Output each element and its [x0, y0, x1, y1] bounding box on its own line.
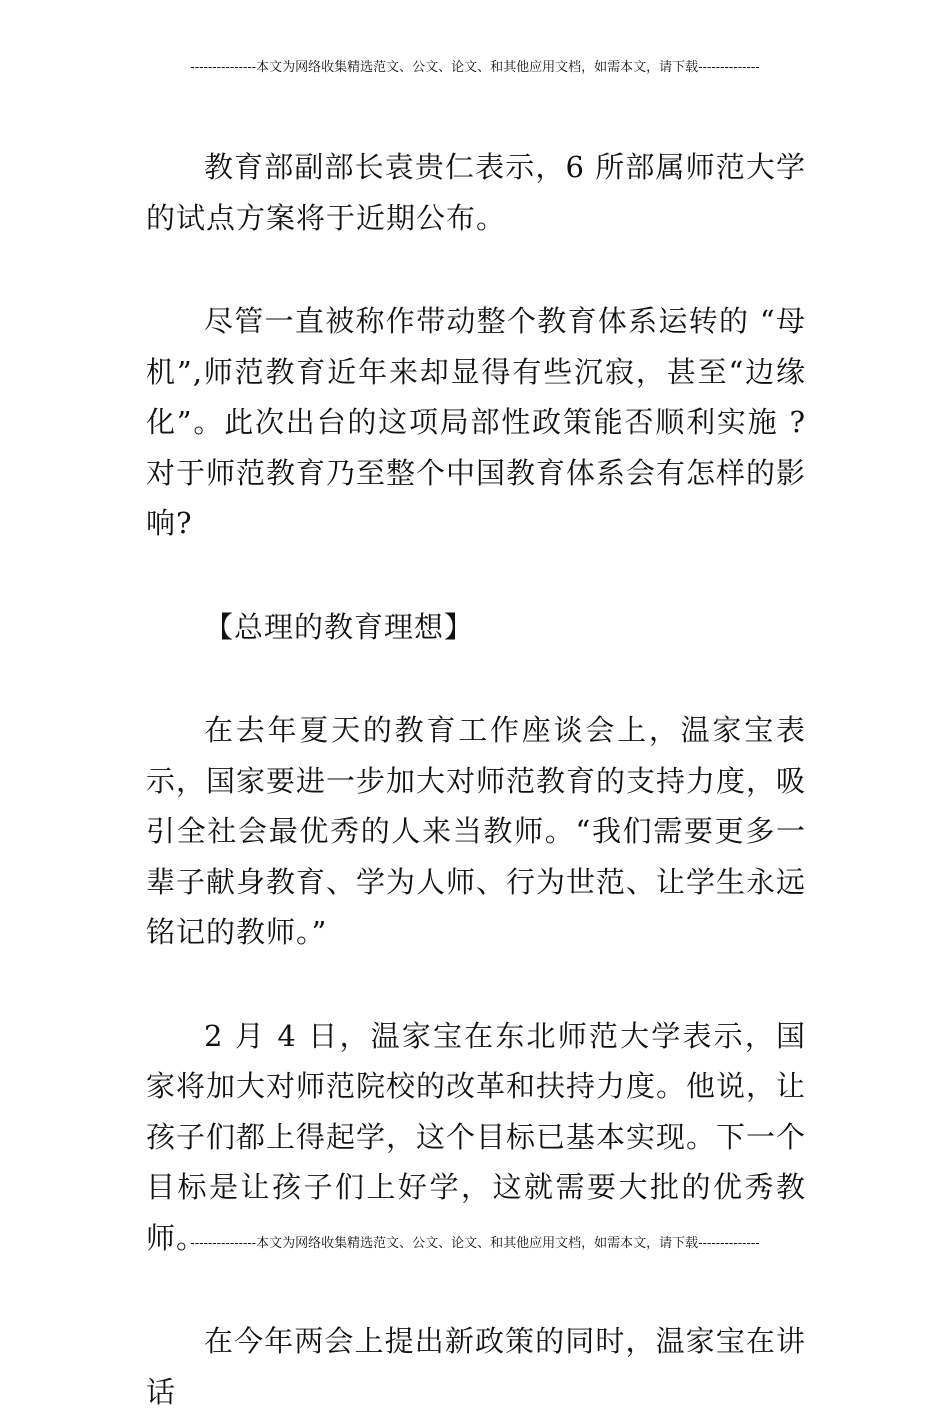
header-banner: ---------------本文为网络收集精选范文、公文、论文、和其他应用文档，如需本文，请下载-------------- [190, 60, 760, 75]
paragraph-northeast-normal-university: 2 月 4 日，温家宝在东北师范大学表示，国家将加大对师范院校的改革和扶持力度。他说，让孩子们都上得起学，这个目标已基本实现。下一个目标是让孩子们上好学，这就需要大批的优秀教师。 [146, 1018, 807, 1255]
paragraph-teacher-education-question: 尽管一直被称作带动整个教育体系运转的 “母机”,师范教育近年来却显得有些沉寂，甚至“边缘化”。此次出台的这项局部性政策能否顺利实施 ?对于师范教育乃至整个中国教育体系会有怎样的影响? [146, 304, 807, 540]
footer-banner: ---------------本文为网络收集精选范文、公文、论文、和其他应用文档，如需本文，请下载-------------- [190, 1236, 760, 1251]
paragraph-two-sessions: 在今年两会上提出新政策的同时，温家宝在讲话 [146, 1324, 806, 1409]
paragraph-vice-minister-statement: 教育部副部长袁贵仁表示，6 所部属师范大学的试点方案将于近期公布。 [146, 150, 806, 235]
section-heading: 【总理的教育理想】 [204, 609, 475, 644]
document-body [146, 142, 806, 1417]
paragraph-symposium: 在去年夏天的教育工作座谈会上，温家宝表示，国家要进一步加大对师范教育的支持力度，吸引全社会最优秀的人来当教师。“我们需要更多一辈子献身教育、学为人师、行为世范、让学生永远铭记的教师。” [146, 713, 807, 949]
